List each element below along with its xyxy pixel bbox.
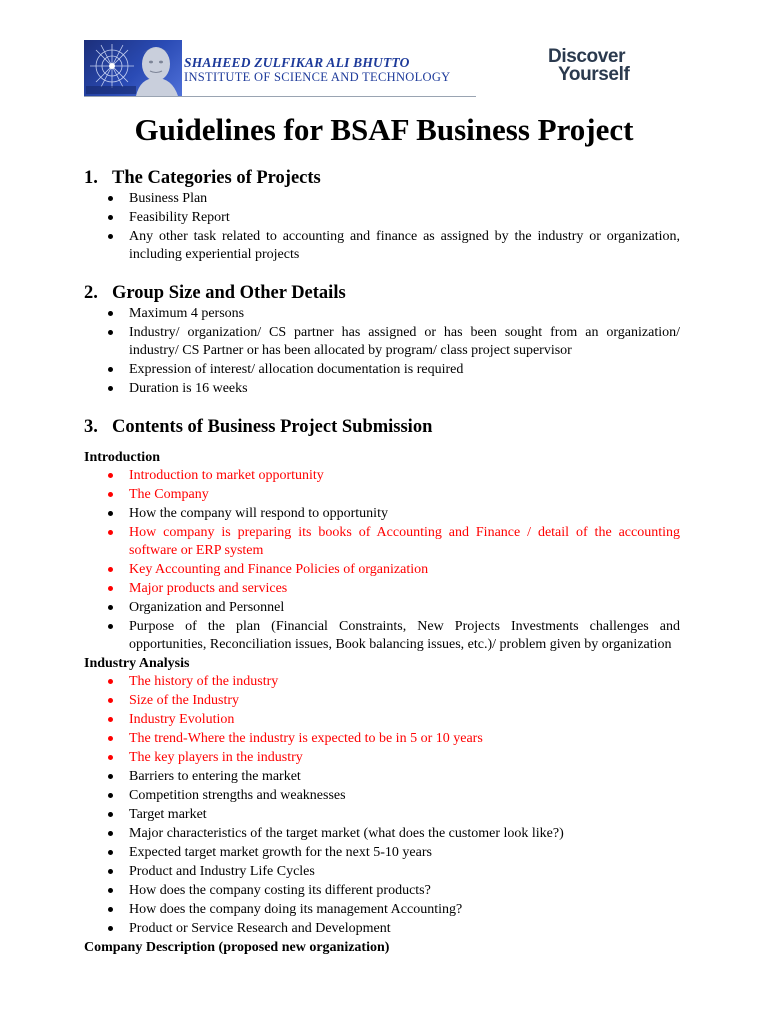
list-item: How does the company doing its management Accounting? (129, 901, 680, 919)
discover-yourself-logo (546, 46, 672, 90)
section-title: The Categories of Projects (112, 168, 321, 188)
list-item: How does the company costing its different products? (129, 882, 680, 900)
list-item: Product and Industry Life Cycles (129, 863, 680, 881)
list-item: Target market (129, 806, 680, 824)
institute-name (184, 55, 476, 84)
list-item: The Company (129, 486, 680, 504)
list-item: Feasibility Report (129, 209, 680, 227)
section-heading-contents (84, 415, 680, 439)
list-item: The key players in the industry (129, 749, 680, 767)
list-item: Duration is 16 weeks (129, 380, 680, 398)
section-number: 3. (84, 417, 98, 437)
tagline-word-1: Discover (548, 46, 626, 67)
list-item: Product or Service Research and Development (129, 920, 680, 938)
list-item: Key Accounting and Finance Policies of organization (129, 561, 680, 579)
list-item: Purpose of the plan (Financial Constraints, New Projects Investments challenges and opportunities, Reconciliation issues, Book balancing issues, etc.)/ problem given by organization (129, 619, 680, 652)
list-item: Industry Evolution (129, 711, 680, 729)
list-item: How company is preparing its books of Accounting and Finance / detail of the accounting software or ERP system (129, 525, 680, 558)
institute-emblem-icon (84, 40, 182, 96)
introduction-list (84, 467, 680, 654)
section-heading-categories (84, 166, 680, 190)
list-item: Any other task related to accounting and finance as assigned by the industry or organization, including experiential projects (129, 229, 680, 262)
industry-analysis-list (84, 673, 680, 938)
section-heading-group-size (84, 281, 680, 305)
institute-name-line1: SHAHEED ZULFIKAR ALI BHUTTO (184, 55, 410, 70)
page-title: Guidelines for BSAF Business Project (134, 112, 634, 147)
section-title: Group Size and Other Details (112, 283, 346, 303)
list-item: Business Plan (129, 190, 680, 208)
list-item: Maximum 4 persons (129, 305, 680, 323)
list-item: Organization and Personnel (129, 599, 680, 617)
list-item: Major products and services (129, 580, 680, 598)
section-number: 1. (84, 168, 98, 188)
section-title: Contents of Business Project Submission (112, 417, 433, 437)
list-item: The trend-Where the industry is expected to be in 5 or 10 years (129, 730, 680, 748)
list-item: Competition strengths and weaknesses (129, 787, 680, 805)
list-item: How the company will respond to opportunity (129, 505, 680, 523)
subheading-introduction: Introduction (84, 450, 160, 465)
document-body (84, 166, 680, 957)
list-item: The history of the industry (129, 673, 680, 691)
subheading-company-description: Company Description (proposed new organization) (84, 940, 390, 955)
institute-banner (84, 40, 476, 97)
institute-name-line2: INSTITUTE OF SCIENCE AND TECHNOLOGY (184, 70, 451, 84)
list-item: Expected target market growth for the next 5-10 years (129, 844, 680, 862)
list-item: Expression of interest/ allocation documentation is required (129, 361, 680, 379)
categories-list (84, 190, 680, 264)
list-item: Barriers to entering the market (129, 768, 680, 786)
subheading-industry-analysis: Industry Analysis (84, 656, 190, 671)
section-number: 2. (84, 283, 98, 303)
tagline-word-2: Yourself (558, 64, 630, 85)
list-item: Industry/ organization/ CS partner has assigned or has been sought from an organization/ industry/ CS Partner or has been allocated by program/ class project supervisor (129, 325, 680, 358)
group-details-list (84, 305, 680, 398)
list-item: Major characteristics of the target market (what does the customer look like?) (129, 825, 680, 843)
list-item: Size of the Industry (129, 692, 680, 710)
list-item: Introduction to market opportunity (129, 467, 680, 485)
